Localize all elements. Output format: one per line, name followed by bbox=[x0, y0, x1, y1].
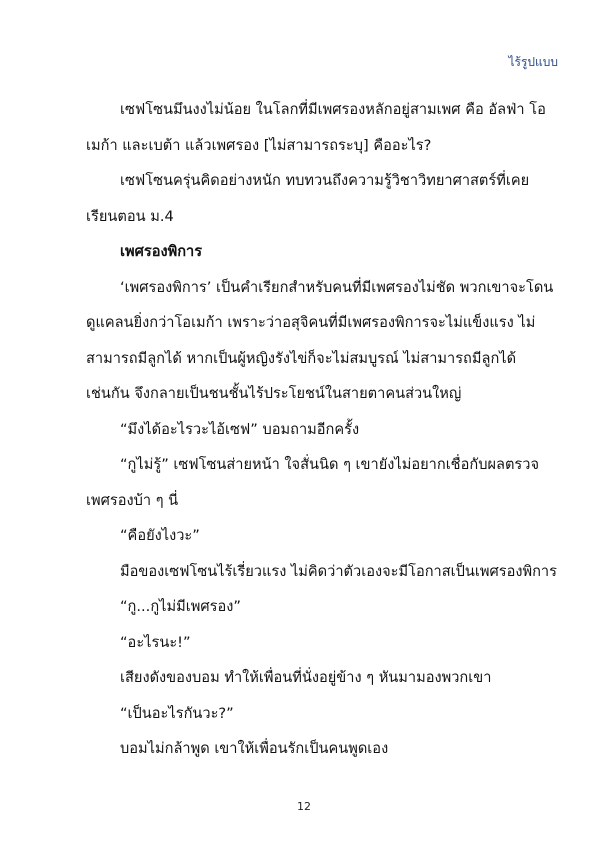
body-text bbox=[86, 92, 557, 767]
paragraph-line: เมก้า และเบต้า แล้วเพศรอง [ไม่สามารถระบุ] คืออะไร? bbox=[86, 136, 432, 154]
paragraph-line: บอมไม่กล้าพูด เขาให้เพื่อนรักเป็นคนพูดเอง bbox=[120, 740, 389, 757]
paragraph-line: เซฟโซนมึนงงไม่น้อย ในโลกที่มีเพศรองหลักอยู่สามเพศ คือ อัลฟ่า โอ bbox=[120, 101, 546, 118]
page-number: 12 bbox=[297, 800, 311, 813]
dialogue-line: “กูไม่รู้” เซฟโซนส่ายหน้า ใจสั่นนิด ๆ เขายังไม่อยากเชื่อกับผลตรวจ bbox=[120, 456, 540, 473]
paragraph-line: ดูแคลนยิ่งกว่าโอเมก้า เพราะว่าอสุจิคนที่มีเพศรองพิการจะไม่แข็งแรง ไม่ bbox=[86, 314, 536, 331]
dialogue-line: “เป็นอะไรกันวะ?” bbox=[120, 704, 234, 722]
paragraph-line: เสียงดังของบอม ทำให้เพื่อนที่นั่งอยู่ข้าง ๆ หันมามองพวกเขา bbox=[120, 669, 492, 686]
paragraph-line: เรียนตอน ม.4 bbox=[86, 207, 174, 225]
dialogue-line: “อะไรนะ!” bbox=[120, 633, 191, 651]
paragraph-line: สามารถมีลูกได้ หากเป็นผู้หญิงรังไข่ก็จะไม่สมบูรณ์ ไม่สามารถมีลูกได้ bbox=[86, 349, 517, 367]
dialogue-line: “มึงได้อะไรวะไอ้เซฟ” บอมถามอีกครั้ง bbox=[120, 420, 360, 438]
paragraph-line: ‘เพศรองพิการ’ เป็นคำเรียกสำหรับคนที่มีเพศรองไม่ชัด พวกเขาจะโดน bbox=[120, 278, 554, 296]
dialogue-line: “กู...กูไม่มีเพศรอง” bbox=[120, 598, 241, 615]
paragraph-line: เช่นกัน จึงกลายเป็นชนชั้นไร้ประโยชน์ในสายตาคนส่วนใหญ่ bbox=[86, 385, 462, 402]
paragraph-line: เพศรองบ้า ๆ นี่ bbox=[86, 491, 179, 509]
paragraph-line: เซฟโซนครุ่นคิดอย่างหนัก ทบทวนถึงความรู้วิชาวิทยาศาสตร์ที่เคย bbox=[120, 172, 530, 189]
section-heading: เพศรองพิการ bbox=[120, 243, 203, 260]
dialogue-line: “คือยังไงวะ” bbox=[120, 527, 200, 544]
running-header: ไร้รูปแบบ bbox=[508, 55, 558, 69]
paragraph-line: มือของเซฟโซนไร้เรี่ยวแรง ไม่คิดว่าตัวเองจะมีโอกาสเป็นเพศรองพิการ bbox=[120, 562, 557, 580]
